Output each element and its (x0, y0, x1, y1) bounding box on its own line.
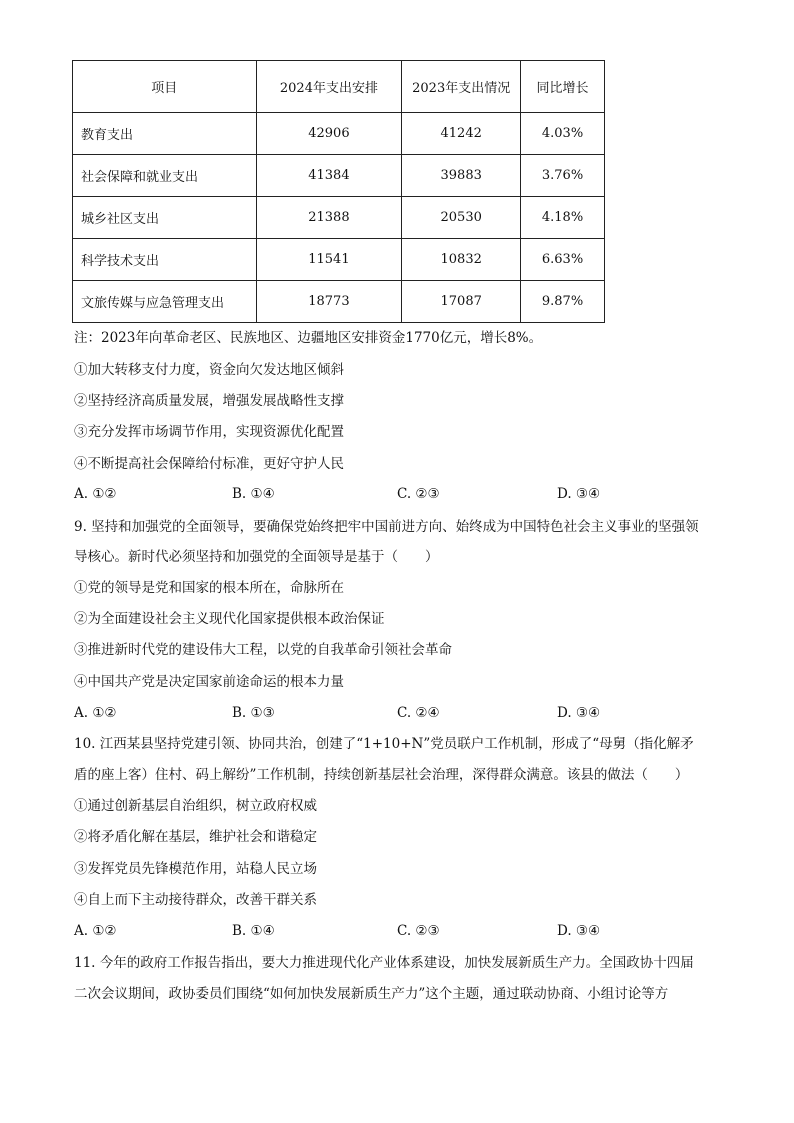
q11-stem-line-1: 11. 今年的政府工作报告指出，要大力推进现代化产业体系建设，加快发展新质生产力。全国政协十四届 (74, 955, 694, 971)
q10-option-b: B. ①④ (232, 923, 275, 939)
cell-growth: 3.76% (521, 155, 605, 197)
cell-item: 文旅传媒与应急管理支出 (73, 281, 257, 323)
table-row (73, 113, 605, 155)
cell-growth: 6.63% (521, 239, 605, 281)
header-2024: 2024年支出安排 (256, 61, 402, 113)
q8-statement-3: ③充分发挥市场调节作用，实现资源优化配置 (74, 424, 344, 440)
q10-statement-1: ①通过创新基层自治组织，树立政府权威 (74, 798, 317, 814)
budget-table (72, 60, 605, 323)
cell-2023: 20530 (402, 197, 521, 239)
q8-option-d: D. ③④ (557, 486, 601, 502)
header-growth: 同比增长 (521, 61, 605, 113)
table-note: 注：2023年向革命老区、民族地区、边疆地区安排资金1770亿元，增长8%。 (74, 330, 543, 346)
cell-item: 教育支出 (73, 113, 257, 155)
q9-statement-2: ②为全面建设社会主义现代化国家提供根本政治保证 (74, 611, 385, 627)
q9-stem-line-2: 导核心。新时代必须坚持和加强党的全面领导是基于（ ） (74, 549, 439, 565)
q9-statement-1: ①党的领导是党和国家的根本所在，命脉所在 (74, 580, 344, 596)
q10-option-a: A. ①② (74, 923, 117, 939)
q10-option-c: C. ②③ (397, 923, 440, 939)
q11-stem-line-2: 二次会议期间，政协委员们围绕“如何加快发展新质生产力”这个主题，通过联动协商、小组讨论等方 (74, 986, 669, 1002)
q9-statement-3: ③推进新时代党的建设伟大工程，以党的自我革命引领社会革命 (74, 642, 452, 658)
q8-statement-2: ②坚持经济高质量发展，增强发展战略性支撑 (74, 393, 344, 409)
cell-2023: 17087 (402, 281, 521, 323)
table-row (73, 281, 605, 323)
q9-option-c: C. ②④ (397, 705, 440, 721)
q9-option-a: A. ①② (74, 705, 117, 721)
q9-stem-line-1: 9. 坚持和加强党的全面领导，要确保党始终把牢中国前进方向、始终成为中国特色社会主义事业的坚强领 (74, 519, 699, 535)
table-row (73, 239, 605, 281)
cell-item: 科学技术支出 (73, 239, 257, 281)
cell-2024: 42906 (256, 113, 402, 155)
cell-2024: 41384 (256, 155, 402, 197)
q9-statement-4: ④中国共产党是决定国家前途命运的根本力量 (74, 674, 344, 690)
header-item: 项目 (73, 61, 257, 113)
cell-2023: 10832 (402, 239, 521, 281)
table-row (73, 155, 605, 197)
q9-option-b: B. ①③ (232, 705, 275, 721)
cell-growth: 4.18% (521, 197, 605, 239)
q10-statement-4: ④自上而下主动接待群众，改善干群关系 (74, 892, 317, 908)
q10-statement-2: ②将矛盾化解在基层，维护社会和谐稳定 (74, 829, 317, 845)
table-row (73, 197, 605, 239)
q10-statement-3: ③发挥党员先锋模范作用，站稳人民立场 (74, 861, 317, 877)
header-2023: 2023年支出情况 (402, 61, 521, 113)
q9-option-d: D. ③④ (557, 705, 601, 721)
q10-stem-line-1: 10. 江西某县坚持党建引领、协同共治，创建了“1+10+N”党员联户工作机制，形成了“母舅（指化解矛 (74, 736, 694, 752)
cell-2024: 18773 (256, 281, 402, 323)
q8-option-c: C. ②③ (397, 486, 440, 502)
cell-2024: 21388 (256, 197, 402, 239)
table-header-row (73, 61, 605, 113)
cell-2023: 41242 (402, 113, 521, 155)
q8-statement-4: ④不断提高社会保障给付标准，更好守护人民 (74, 456, 344, 472)
cell-2024: 11541 (256, 239, 402, 281)
cell-growth: 9.87% (521, 281, 605, 323)
q8-option-b: B. ①④ (232, 486, 275, 502)
q10-option-d: D. ③④ (557, 923, 601, 939)
q8-option-a: A. ①② (74, 486, 117, 502)
q10-stem-line-2: 盾的座上客）住村、码上解纷”工作机制，持续创新基层社会治理，深得群众满意。该县的做法（ ） (74, 767, 689, 783)
q8-statement-1: ①加大转移支付力度，资金向欠发达地区倾斜 (74, 362, 344, 378)
cell-growth: 4.03% (521, 113, 605, 155)
cell-item: 城乡社区支出 (73, 197, 257, 239)
cell-2023: 39883 (402, 155, 521, 197)
cell-item: 社会保障和就业支出 (73, 155, 257, 197)
